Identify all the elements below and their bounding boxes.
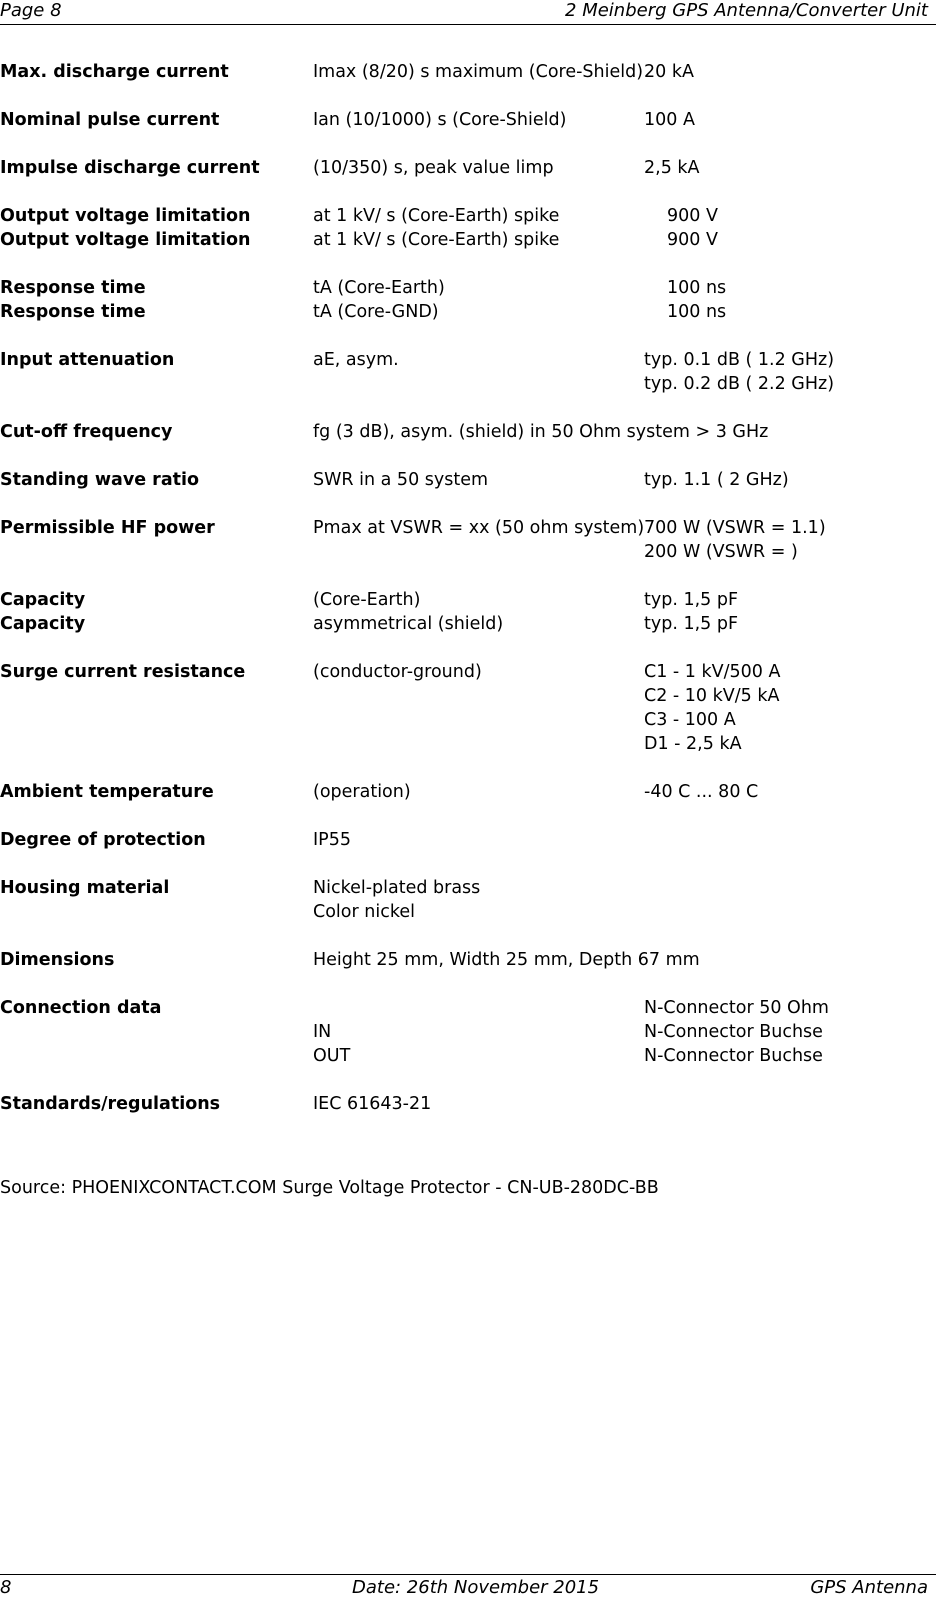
spec-label: Surge current resistance — [0, 662, 246, 682]
spec-row — [0, 612, 936, 636]
spec-value: typ. 0.2 dB ( 2.2 GHz) — [644, 374, 835, 394]
spec-row — [0, 684, 936, 708]
spec-value: 200 W (VSWR = ) — [644, 542, 798, 562]
spec-value: N-Connector Buchse — [644, 1022, 823, 1042]
spec-value: C3 - 100 A — [644, 710, 736, 730]
spec-condition: (10/350) s, peak value limp — [313, 158, 554, 178]
spec-value: typ. 1,5 pF — [644, 614, 739, 634]
spec-condition: (operation) — [313, 782, 411, 802]
spec-value: 100 ns — [667, 302, 727, 322]
header-chapter-title: 2 Meinberg GPS Antenna/Converter Unit — [565, 0, 928, 21]
spec-value: -40 C ... 80 C — [644, 782, 759, 802]
spec-value: 100 ns — [667, 278, 727, 298]
spec-label: Output voltage limitation — [0, 206, 251, 226]
spec-row — [0, 516, 936, 540]
spec-condition: at 1 kV/ s (Core-Earth) spike — [313, 230, 560, 250]
spec-table — [0, 60, 936, 1116]
spec-condition: aE, asym. — [313, 350, 399, 370]
spec-label: Output voltage limitation — [0, 230, 251, 250]
spec-row — [0, 108, 936, 132]
header-page-number: Page 8 — [0, 0, 62, 21]
spec-condition: Pmax at VSWR = xx (50 ohm system) — [313, 518, 645, 538]
spec-condition: fg (3 dB), asym. (shield) in 50 Ohm system > 3 GHz — [313, 422, 769, 442]
spec-row — [0, 1020, 936, 1044]
spec-row — [0, 60, 936, 84]
spec-row — [0, 420, 936, 444]
spec-label: Response time — [0, 278, 146, 298]
spec-value: C1 - 1 kV/500 A — [644, 662, 781, 682]
spec-label: Capacity — [0, 614, 86, 634]
spec-condition: IP55 — [313, 830, 351, 850]
spec-value: 20 kA — [644, 62, 694, 82]
spec-condition: tA (Core-Earth) — [313, 278, 445, 298]
spec-label: Standards/regulations — [0, 1094, 221, 1114]
source-note: Source: PHOENIXCONTACT.COM Surge Voltage Protector - CN-UB-280DC-BB — [0, 1178, 659, 1198]
spec-label: Max. discharge current — [0, 62, 229, 82]
page-header — [0, 0, 936, 25]
spec-value: 2,5 kA — [644, 158, 700, 178]
spec-condition: at 1 kV/ s (Core-Earth) spike — [313, 206, 560, 226]
spec-condition: IEC 61643-21 — [313, 1094, 432, 1114]
spec-row — [0, 660, 936, 684]
spec-value: N-Connector Buchse — [644, 1046, 823, 1066]
spec-value: C2 - 10 kV/5 kA — [644, 686, 780, 706]
spec-row — [0, 948, 936, 972]
spec-label: Standing wave ratio — [0, 470, 200, 490]
spec-condition: IN — [313, 1022, 332, 1042]
spec-row — [0, 540, 936, 564]
spec-row — [0, 1092, 936, 1116]
spec-row — [0, 372, 936, 396]
page-footer — [0, 1574, 936, 1599]
spec-label: Capacity — [0, 590, 86, 610]
spec-value: 700 W (VSWR = 1.1) — [644, 518, 826, 538]
spec-row — [0, 468, 936, 492]
spec-condition: Color nickel — [313, 902, 415, 922]
spec-condition: Nickel-plated brass — [313, 878, 481, 898]
spec-value: typ. 1.1 ( 2 GHz) — [644, 470, 789, 490]
spec-label: Connection data — [0, 998, 162, 1018]
spec-label: Dimensions — [0, 950, 115, 970]
spec-row — [0, 588, 936, 612]
spec-row — [0, 204, 936, 228]
spec-value: N-Connector 50 Ohm — [644, 998, 829, 1018]
spec-value: 900 V — [667, 206, 718, 226]
spec-condition: Ian (10/1000) s (Core-Shield) — [313, 110, 567, 130]
spec-row — [0, 876, 936, 900]
footer-page-number: 8 — [0, 1577, 12, 1598]
spec-value: 900 V — [667, 230, 718, 250]
spec-row — [0, 900, 936, 924]
spec-condition: (conductor-ground) — [313, 662, 482, 682]
spec-row — [0, 996, 936, 1020]
spec-value: D1 - 2,5 kA — [644, 734, 742, 754]
spec-row — [0, 708, 936, 732]
spec-label: Response time — [0, 302, 146, 322]
spec-condition: Imax (8/20) s maximum (Core-Shield) — [313, 62, 644, 82]
spec-condition: Height 25 mm, Width 25 mm, Depth 67 mm — [313, 950, 700, 970]
spec-row — [0, 1044, 936, 1068]
spec-label: Ambient temperature — [0, 782, 214, 802]
spec-condition: asymmetrical (shield) — [313, 614, 504, 634]
spec-row — [0, 828, 936, 852]
spec-row — [0, 780, 936, 804]
spec-row — [0, 300, 936, 324]
spec-label: Housing material — [0, 878, 170, 898]
spec-row — [0, 276, 936, 300]
spec-label: Impulse discharge current — [0, 158, 260, 178]
spec-label: Input attenuation — [0, 350, 175, 370]
spec-label: Degree of protection — [0, 830, 206, 850]
spec-value: 100 A — [644, 110, 695, 130]
spec-label: Nominal pulse current — [0, 110, 220, 130]
footer-date: Date: 26th November 2015 — [352, 1577, 600, 1598]
spec-condition: OUT — [313, 1046, 351, 1066]
spec-value: typ. 1,5 pF — [644, 590, 739, 610]
spec-row — [0, 348, 936, 372]
spec-label: Permissible HF power — [0, 518, 215, 538]
spec-condition: SWR in a 50 system — [313, 470, 489, 490]
spec-row — [0, 156, 936, 180]
spec-condition: (Core-Earth) — [313, 590, 421, 610]
spec-row — [0, 228, 936, 252]
spec-label: Cut-off frequency — [0, 422, 173, 442]
footer-title: GPS Antenna — [810, 1577, 928, 1598]
spec-row — [0, 732, 936, 756]
spec-value: typ. 0.1 dB ( 1.2 GHz) — [644, 350, 835, 370]
spec-condition: tA (Core-GND) — [313, 302, 439, 322]
